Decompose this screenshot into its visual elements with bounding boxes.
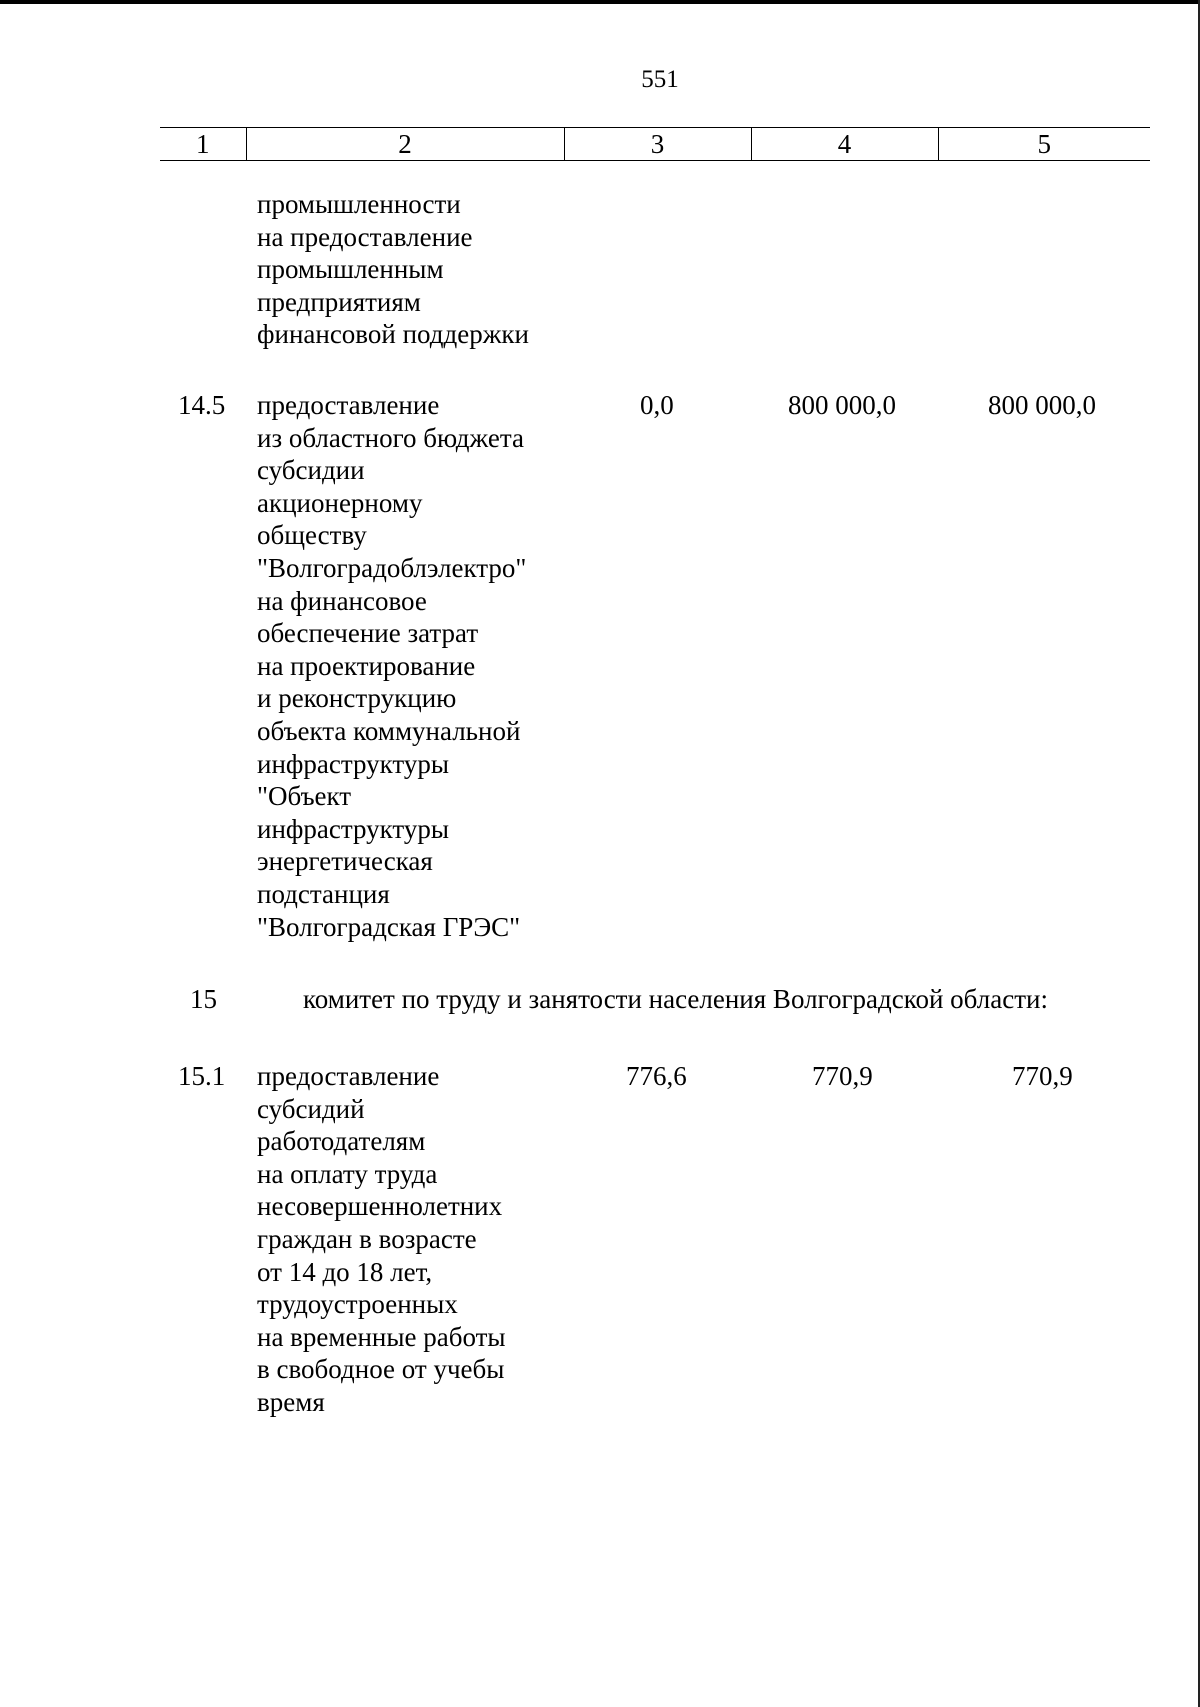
description-line: "Объект bbox=[257, 781, 352, 812]
continuation-description bbox=[257, 188, 587, 351]
description-line: время bbox=[257, 1386, 325, 1417]
cell-column-3: 0,0 bbox=[640, 390, 674, 420]
description-line: из областного бюджета bbox=[257, 422, 524, 453]
description-line: инфраструктуры bbox=[257, 813, 449, 844]
description-line: от 14 до 18 лет, bbox=[257, 1256, 433, 1287]
description-line: на предоставление bbox=[257, 221, 473, 252]
description-line: объекта коммунальной bbox=[257, 715, 521, 746]
description-line: на проектирование bbox=[257, 650, 476, 681]
cell-column-3: 776,6 bbox=[626, 1061, 687, 1091]
column-header-5: 5 bbox=[938, 128, 1150, 161]
description-line: предоставление bbox=[257, 390, 440, 420]
row-description bbox=[257, 1060, 587, 1419]
description-line: работодателям bbox=[257, 1126, 426, 1157]
description-line: инфраструктуры bbox=[257, 748, 449, 779]
page-number: 551 bbox=[641, 66, 679, 93]
cell-column-5: 770,9 bbox=[1012, 1061, 1073, 1091]
scan-top-edge bbox=[0, 0, 1200, 4]
description-line: энергетическая bbox=[257, 846, 433, 877]
row-number: 14.5 bbox=[178, 390, 226, 420]
description-line: субсидии bbox=[257, 455, 365, 486]
row-description bbox=[257, 389, 587, 943]
description-line: на финансовое bbox=[257, 585, 427, 616]
description-line: граждан в возрасте bbox=[257, 1223, 477, 1254]
description-line: акционерному bbox=[257, 487, 423, 518]
column-header-table bbox=[160, 127, 1150, 161]
description-line: "Волгоградоблэлектро" bbox=[257, 552, 527, 583]
description-line: финансовой поддержки bbox=[257, 319, 529, 350]
column-header-row bbox=[160, 128, 1150, 161]
description-line: предприятиям bbox=[257, 286, 421, 317]
description-line: обеспечение затрат bbox=[257, 618, 479, 649]
description-line: на временные работы bbox=[257, 1321, 506, 1352]
column-header-4: 4 bbox=[751, 128, 938, 161]
section-title: комитет по труду и занятости населения Волгоградской области: bbox=[303, 984, 1048, 1014]
description-line: "Волгоградская ГРЭС" bbox=[257, 911, 521, 942]
description-line: на оплату труда bbox=[257, 1158, 438, 1189]
cell-column-5: 800 000,0 bbox=[988, 390, 1096, 420]
column-header-3: 3 bbox=[564, 128, 751, 161]
description-line: промышленным bbox=[257, 254, 444, 285]
description-line: несовершеннолетних bbox=[257, 1191, 503, 1222]
row-number: 15.1 bbox=[178, 1061, 226, 1091]
description-line: в свободное от учебы bbox=[257, 1354, 505, 1385]
section-number: 15 bbox=[190, 984, 217, 1014]
description-line: предоставление bbox=[257, 1061, 440, 1091]
description-line: трудоустроенных bbox=[257, 1289, 458, 1320]
description-line: и реконструкцию bbox=[257, 683, 457, 714]
description-line: обществу bbox=[257, 520, 367, 551]
description-line: субсидий bbox=[257, 1093, 365, 1124]
cell-column-4: 770,9 bbox=[812, 1061, 873, 1091]
column-header-2: 2 bbox=[246, 128, 564, 161]
description-line: промышленности bbox=[257, 189, 461, 219]
cell-column-4: 800 000,0 bbox=[788, 390, 896, 420]
description-line: подстанция bbox=[257, 878, 390, 909]
column-header-1: 1 bbox=[160, 128, 246, 161]
